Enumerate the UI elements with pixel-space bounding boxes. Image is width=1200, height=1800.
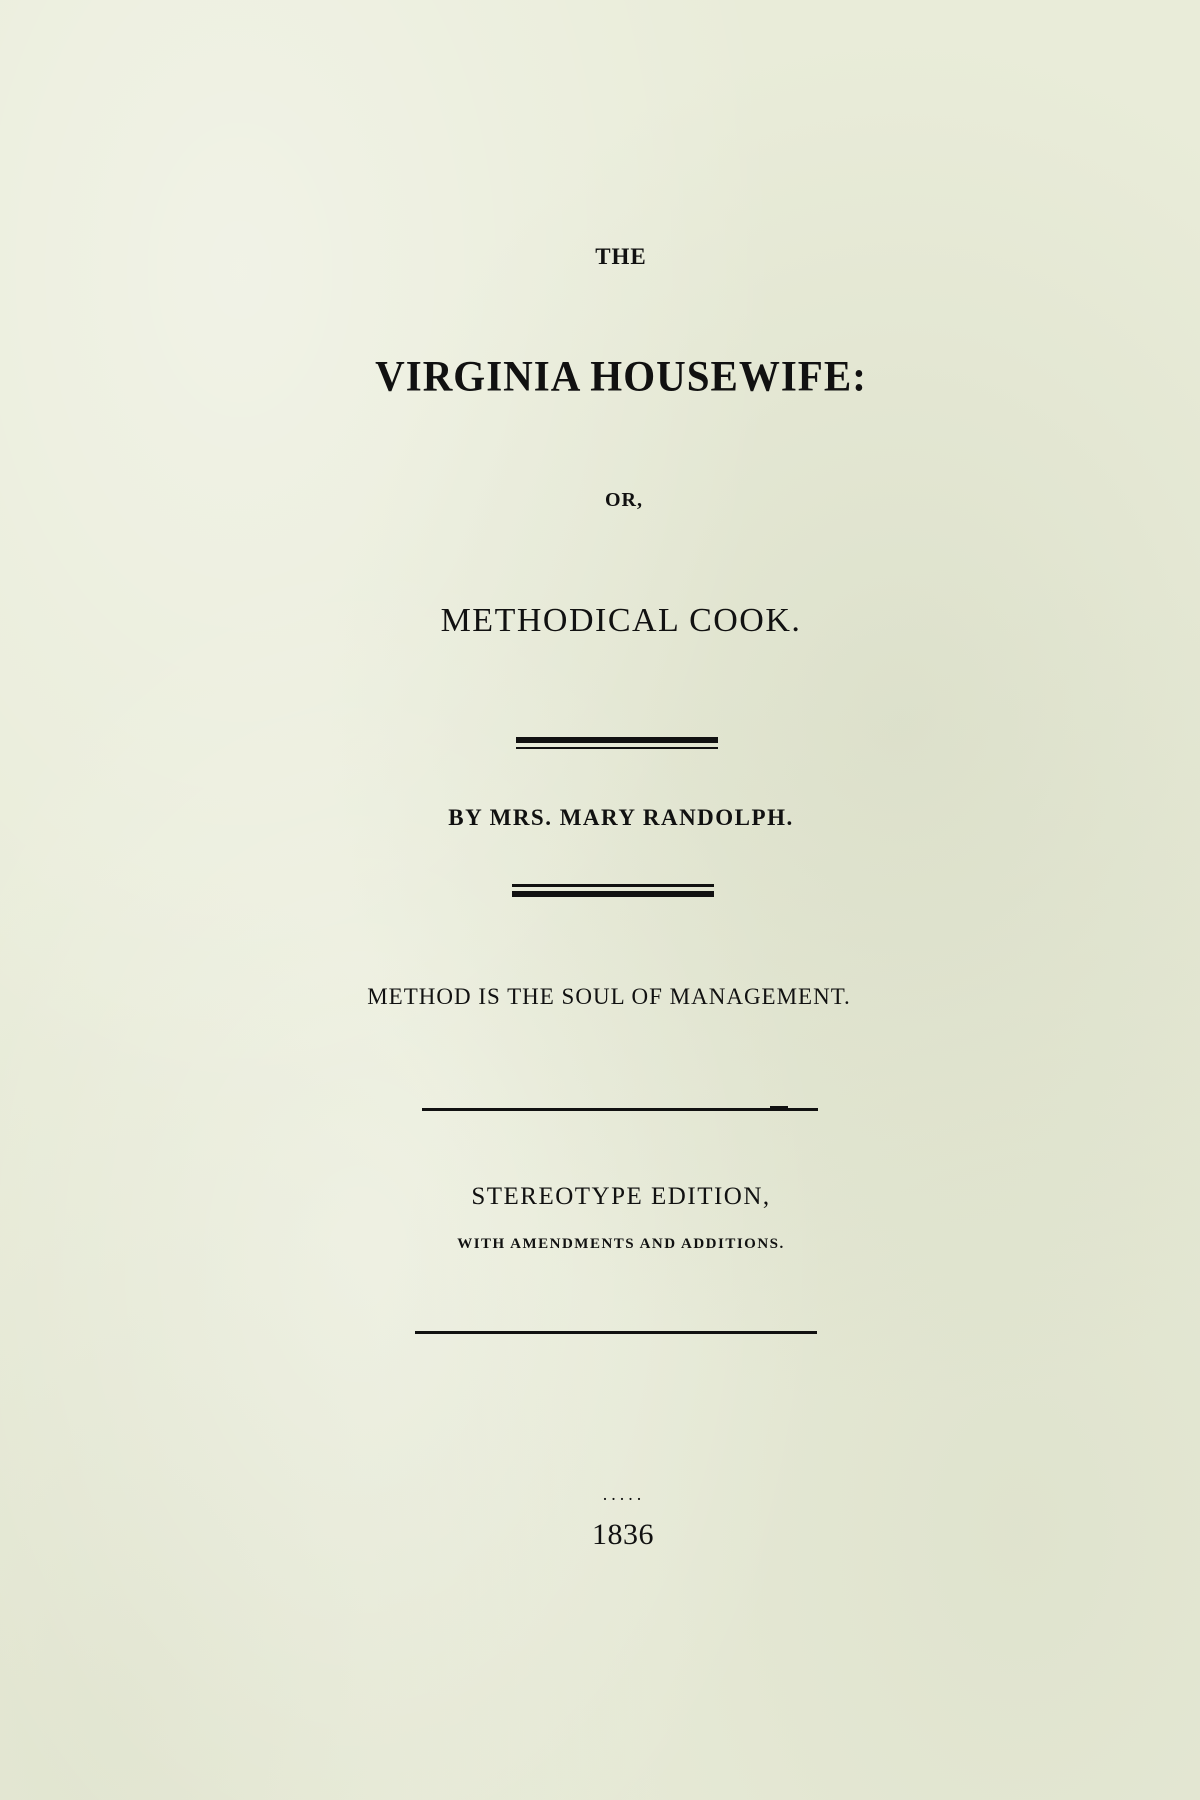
title-conjunction: OR, [605,489,643,511]
divider-rule-lower [415,1331,817,1334]
motto-line: METHOD IS THE SOUL OF MANAGEMENT. [367,984,851,1009]
edition-line: STEREOTYPE EDITION, [471,1183,771,1210]
double-rule-bottom-upper [512,884,714,887]
book-subtitle: METHODICAL COOK. [440,602,802,639]
publication-year: 1836 [592,1518,654,1551]
author-line: BY MRS. MARY RANDOLPH. [448,805,794,830]
title-article: THE [595,244,647,269]
double-rule-bottom-lower [512,891,714,897]
amendments-line: WITH AMENDMENTS AND ADDITIONS. [457,1236,785,1252]
book-title: VIRGINIA HOUSEWIFE: [375,351,867,401]
double-rule-top-lower [516,747,718,749]
ornament-dots: ..... [602,1484,646,1504]
divider-rule-middle-tick [770,1106,788,1108]
double-rule-top-upper [516,737,718,743]
divider-rule-middle [422,1108,818,1111]
